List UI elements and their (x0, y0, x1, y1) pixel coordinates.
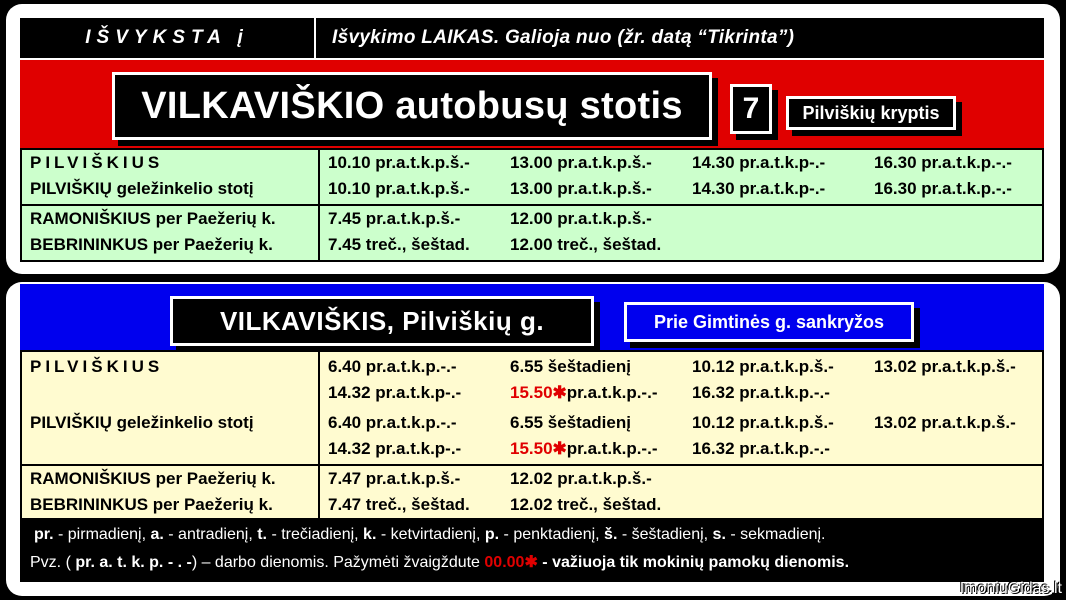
star-icon: ✱ (552, 383, 567, 402)
departure-time: 14.30 pr.a.t.k.p-.- (692, 153, 826, 172)
legend (20, 520, 1044, 582)
legend-days (34, 526, 825, 544)
watermark: ImoniuGidas.lt (959, 580, 1062, 597)
departure-time: 13.00 pr.a.t.k.p.š.- (510, 153, 652, 172)
legend-text: - antradienį, (163, 526, 258, 543)
table-row (22, 380, 1042, 406)
table-row (22, 232, 1042, 258)
legend-abbr: a. (150, 526, 164, 543)
stop-name: PILVIŠKIŲ geležinkelio stotį (30, 413, 254, 432)
section2-title: VILKAVIŠKIS, Pilviškių g. (170, 296, 594, 346)
table-row (22, 176, 1042, 202)
departure-time: 13.02 pr.a.t.k.p.š.- (874, 413, 1016, 432)
legend-text: - trečiadienį, (267, 526, 364, 543)
legend-text: - šeštadienį, (617, 526, 713, 543)
header-bar (20, 18, 1044, 58)
departure-days: pr.a.t.k.p.-.- (566, 383, 658, 402)
legend-example-code: pr. a. t. k. p. - . - (75, 554, 192, 571)
departure-time: 6.40 pr.a.t.k.p.-.- (328, 357, 457, 376)
departure-time: 10.12 pr.a.t.k.p.š.- (692, 357, 834, 376)
table-row (22, 436, 1042, 462)
school-time: 15.50 (510, 383, 553, 402)
stop-name: BEBRININKUS per Paežerių k. (30, 495, 273, 514)
departure-time: 14.32 pr.a.t.k.p-.- (328, 439, 462, 458)
legend-example (30, 552, 849, 572)
stop-location: Prie Gimtinės g. sankryžos (624, 302, 914, 342)
table-row (22, 206, 1042, 232)
departure-time: 12.00 pr.a.t.k.p.š.- (510, 209, 652, 228)
header-destination-label: IŠVYKSTA į (20, 18, 316, 58)
departure-time: 10.10 pr.a.t.k.p.š.- (328, 153, 470, 172)
departure-time: 10.12 pr.a.t.k.p.š.- (692, 413, 834, 432)
header-time-label: Išvykimo LAIKAS. Galioja nuo (žr. datą “Tikrinta”) (332, 27, 795, 48)
departure-time: 7.47 treč., šeštad. (328, 495, 470, 514)
departure-time: 12.02 pr.a.t.k.p.š.- (510, 469, 652, 488)
stop-name: PILVIŠKIUS (30, 153, 164, 172)
departure-time: 16.30 pr.a.t.k.p.-.- (874, 179, 1012, 198)
departure-time: 12.02 treč., šeštad. (510, 495, 662, 514)
section2-table (20, 350, 1044, 520)
departure-days: pr.a.t.k.p.-.- (566, 439, 658, 458)
legend-abbr: š. (604, 526, 618, 543)
departure-time: 13.02 pr.a.t.k.p.š.- (874, 357, 1016, 376)
table-row (22, 354, 1042, 380)
star-icon: ✱ (552, 439, 567, 458)
table-row (22, 410, 1042, 436)
departure-time: 7.45 pr.a.t.k.p.š.- (328, 209, 461, 228)
departure-time: 16.32 pr.a.t.k.p.-.- (692, 383, 830, 402)
legend-text: ) – darbo dienomis. Pažymėti žvaigždute (191, 554, 485, 571)
school-time: 15.50 (510, 439, 553, 458)
departure-time: 16.32 pr.a.t.k.p.-.- (692, 439, 830, 458)
departure-time: 10.10 pr.a.t.k.p.š.- (328, 179, 470, 198)
table-row (22, 492, 1042, 518)
section1-title: VILKAVIŠKIO autobusų stotis (112, 72, 712, 140)
table-row (22, 466, 1042, 492)
route-number: 7 (730, 84, 772, 134)
route-direction: Pilviškių kryptis (786, 96, 956, 130)
departure-time: 14.30 pr.a.t.k.p-.- (692, 179, 826, 198)
legend-abbr: t. (257, 526, 267, 543)
legend-school-marker: 00.00✱ (484, 554, 538, 571)
stop-name: RAMONIŠKIUS per Paežerių k. (30, 469, 276, 488)
departure-time: 12.00 treč., šeštad. (510, 235, 662, 254)
legend-text: - sekmadienį. (725, 526, 826, 543)
stop-name: PILVIŠKIUS (30, 357, 164, 376)
departure-time: 6.55 šeštadienį (510, 413, 631, 432)
legend-text: - ketvirtadienį, (376, 526, 485, 543)
departure-time: 6.40 pr.a.t.k.p.-.- (328, 413, 457, 432)
departure-time: 6.55 šeštadienį (510, 357, 631, 376)
section1-table (20, 148, 1044, 262)
legend-text: - važiuoja tik mokinių pamokų dienomis. (537, 554, 850, 571)
legend-text: Pvz. ( (30, 554, 76, 571)
legend-text: - penktadienį, (499, 526, 605, 543)
departure-time: 13.00 pr.a.t.k.p.š.- (510, 179, 652, 198)
legend-abbr: k. (363, 526, 377, 543)
stop-name: BEBRININKUS per Paežerių k. (30, 235, 273, 254)
table-row (22, 150, 1042, 176)
departure-time: 7.47 pr.a.t.k.p.š.- (328, 469, 461, 488)
departure-time: 14.32 pr.a.t.k.p-.- (328, 383, 462, 402)
departure-time-school (510, 380, 657, 406)
departure-time-school (510, 436, 657, 462)
stop-name: RAMONIŠKIUS per Paežerių k. (30, 209, 276, 228)
legend-text: - pirmadienį, (53, 526, 151, 543)
departure-time: 16.30 pr.a.t.k.p.-.- (874, 153, 1012, 172)
legend-abbr: pr. (34, 526, 54, 543)
legend-abbr: s. (712, 526, 726, 543)
stop-name: PILVIŠKIŲ geležinkelio stotį (30, 179, 254, 198)
legend-abbr: p. (484, 526, 500, 543)
departure-time: 7.45 treč., šeštad. (328, 235, 470, 254)
